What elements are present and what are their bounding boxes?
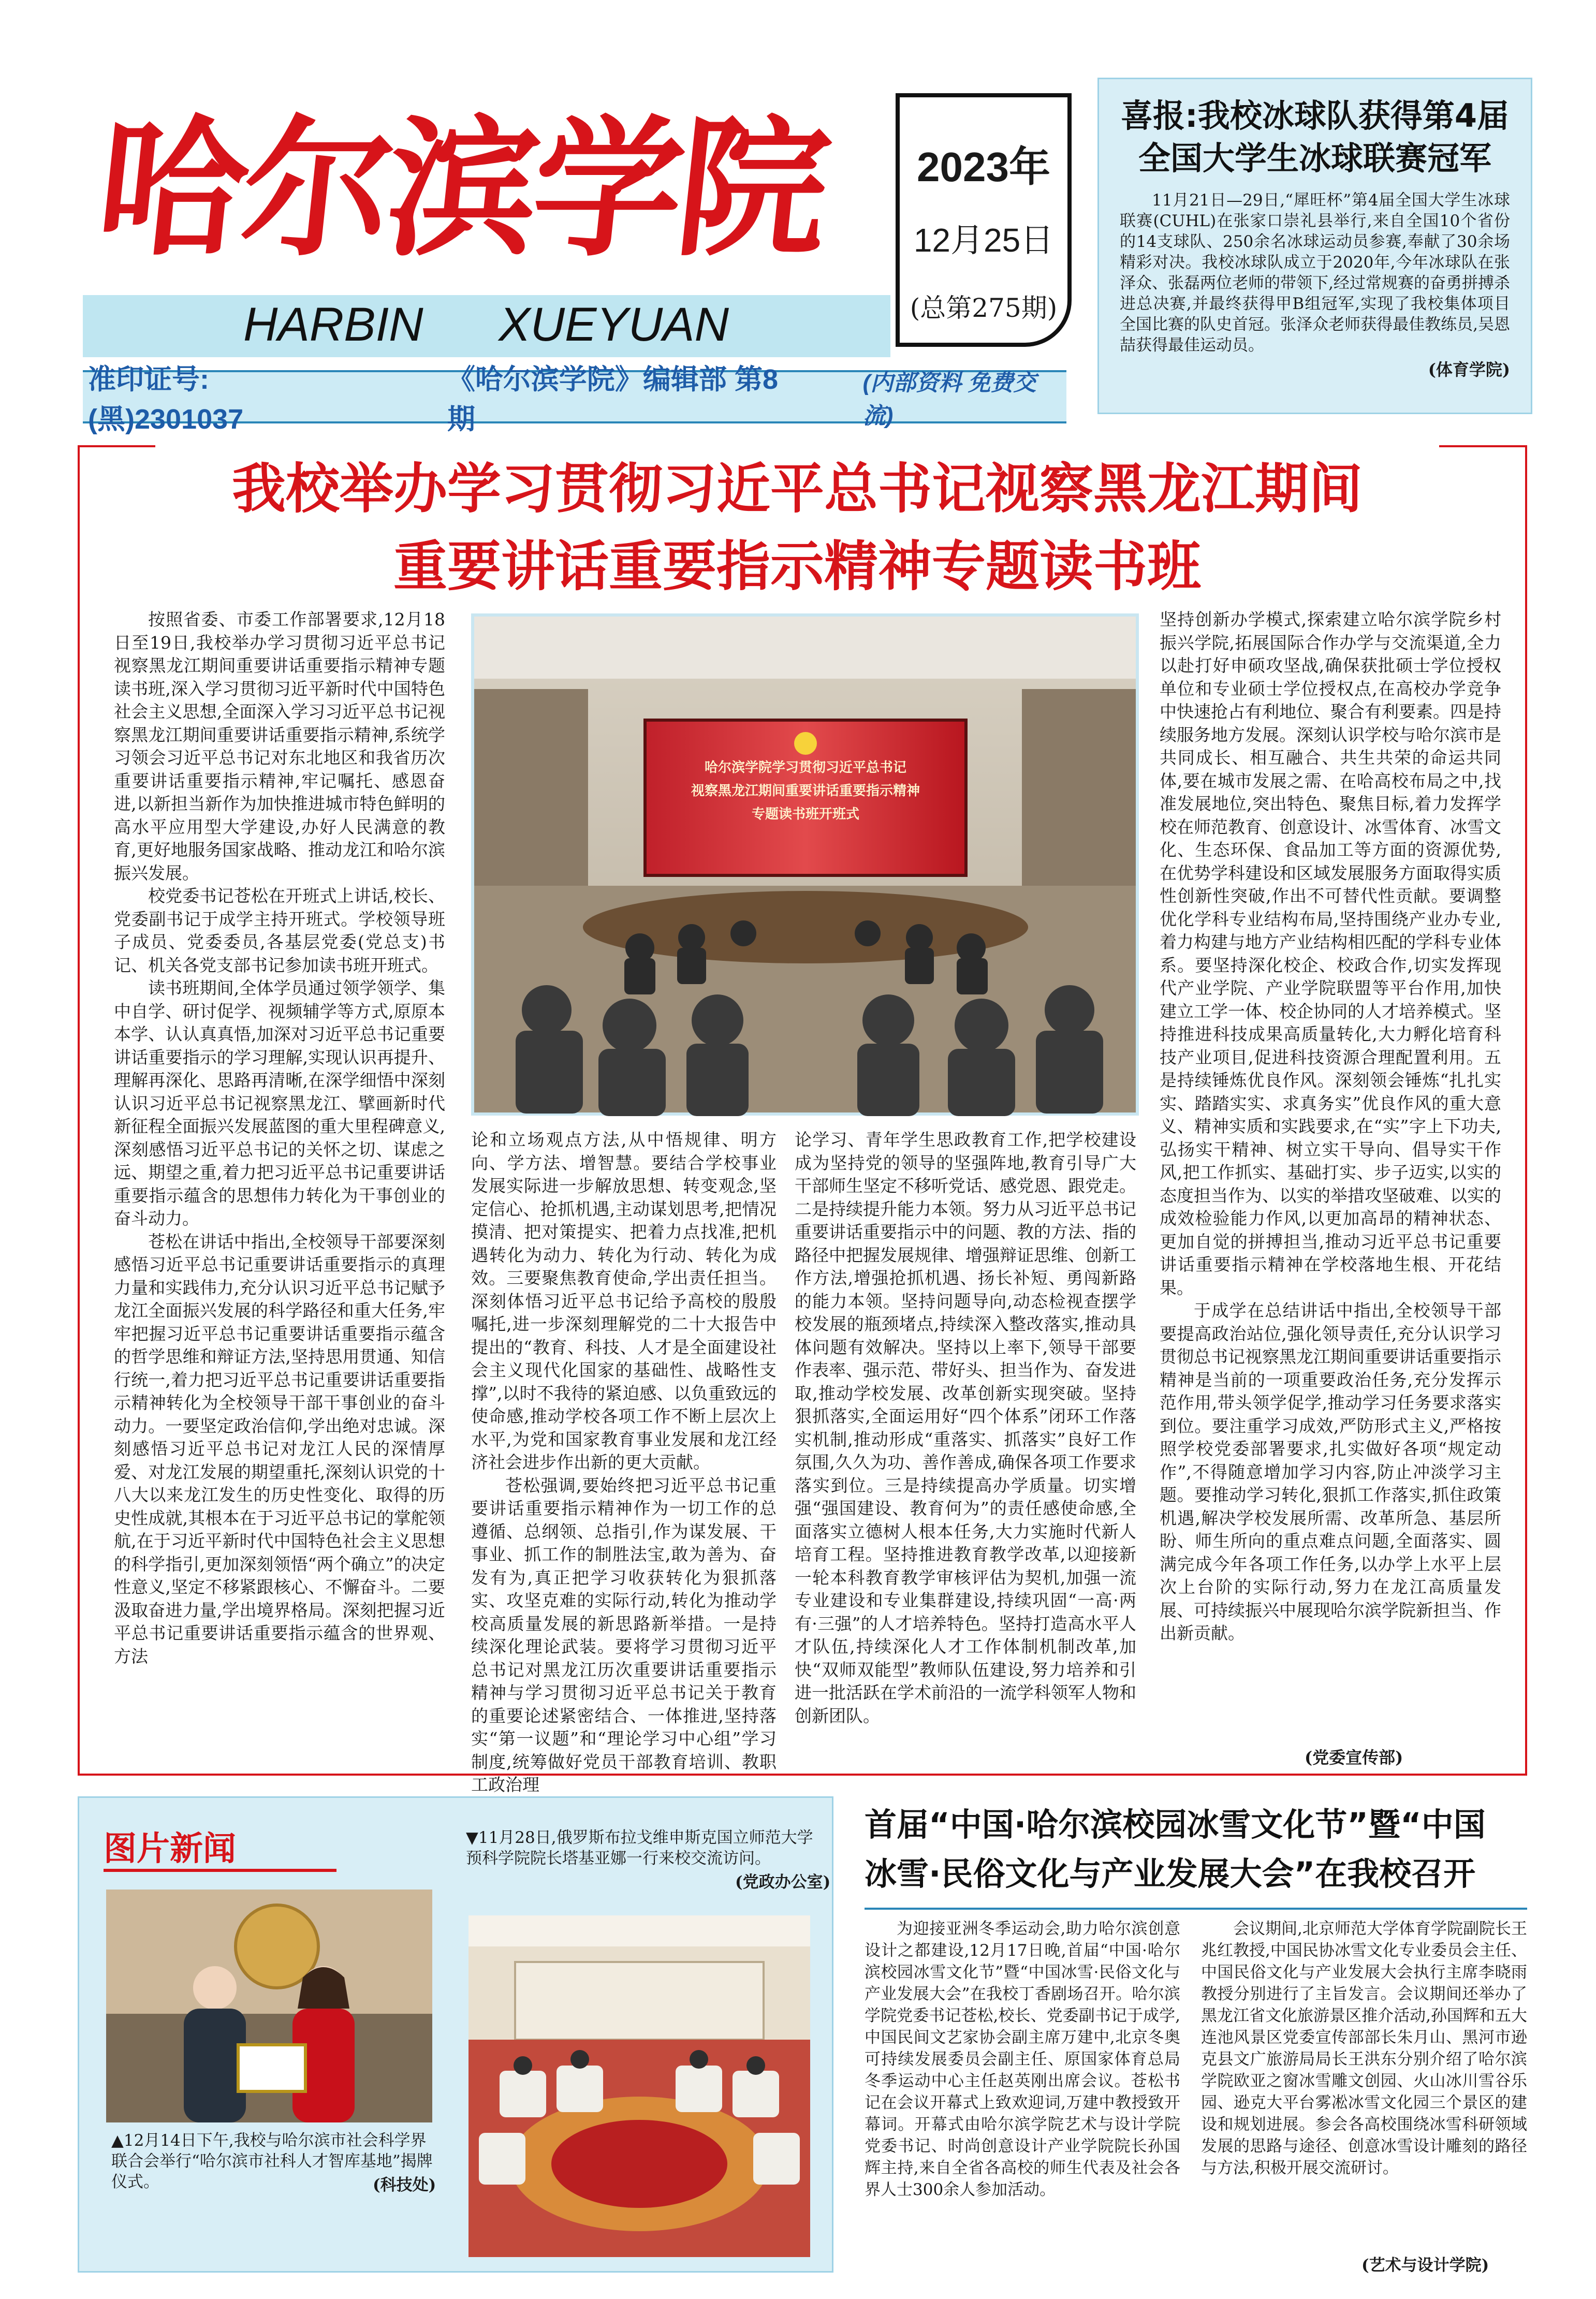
snow-article-title-line1: 首届“中国·哈尔滨校园冰雪文化节”暨“中国 [865, 1806, 1486, 1843]
caption-right-source: (党政办公室) [735, 1873, 831, 1892]
hockey-news-box [1097, 78, 1532, 414]
main-source: (党委宣传部) [1305, 1748, 1403, 1767]
paragraph: 论和立场观点方法,从中悟规律、明方向、学方法、增智慧。要结合学校事业发展实际进一步解放思想、转变观念,坚定信心、抢抓机遇,主动谋划思考,把情况摸清、把对策提实、把着力点找准,把机遇转化为动力、转化为行动、转化为成效。三要聚焦教育使命,学出责任担当。深刻体悟习近平总书记给予高校的殷殷嘱托,进一步深刻理解党的二十大报告中提出的“教育、科技、人才是全面建设社会主义现代化国家的基础性、战略性支撑”,以时不我待的紧迫感、以负重致远的使命感,推动学校各项工作不断上层次上水平,为党和国家教育事业发展和龙江经济社会进步作出新的更大贡献。 [471, 1130, 777, 1472]
paragraph: 按照省委、市委工作部署要求,12月18日至19日,我校举办学习贯彻习近平总书记视察黑龙江期间重要讲话重要指示精神专题读书班,深入学习贯彻习近平新时代中国特色社会主义思想,全面深入学习习近平总书记视察黑龙江期间重要讲话重要指示精神,系统学习领会习近平总书记对东北地区和我省历次重要讲话重要指示精神,牢记嘱托、感恩奋进,以新担当新作为加快推进城市特色鲜明的高水平应用型大学建设,办好人民满意的教育,更好地服务国家战略、推动龙江和哈尔滨振兴发展。 [114, 609, 445, 883]
main-column-a [114, 608, 445, 1763]
issue-day: 12月25日 [913, 222, 1054, 259]
snow-article-rule [865, 1908, 1527, 1910]
issue-number: (总第275期) [910, 293, 1058, 323]
paragraph: 会议期间,北京师范大学体育学院副院长王兆红教授,中国民协冰雪文化专业委员会主任、中国民俗文化与产业发展大会执行主席李晓雨教授分别进行了主旨发言。会议期间还举办了黑龙江省文化旅游景区推介活动,孙国辉和五大连池风景区党委宣传部部长朱月山、黑河市逊克县文广旅游局局长王洪东分别介绍了哈尔滨学院欧亚之窗冰雪雕文创园、火山冰川雪谷乐园、逊克大平台雾凇冰雪文化园三个景区的建设和规划进展。参会各高校围绕冰雪科研领域发展的思路与途径、创意冰雪设计雕刻的路径与方法,积极开展交流研讨。 [1201, 1920, 1527, 2177]
issue-date-box [896, 93, 1072, 347]
paragraph: 苍松在讲话中指出,全校领导干部要深刻感悟习近平总书记重要讲话重要指示的真理力量和实践伟力,充分认识习近平总书记赋予龙江全面振兴发展的科学路径和重大任务,牢牢把握习近平总书记重要讲话重要指示蕴含的哲学思维和辩证方法,坚持思用贯通、知信行统一,着力把习近平总书记重要讲话重要指示精神转化为全校领导干部干事创业的奋斗动力。一要坚定政治信仰,学出绝对忠诚。深刻感悟习近平总书记对龙江人民的深情厚爱、对龙江发展的期望重托,深刻认识党的十八大以来龙江发生的历史性变化、取得的历史性成就,其根本在于习近平总书记的掌舵领航,在于习近平新时代中国特色社会主义思想的科学指引,更加深刻领悟“两个确立”的决定性意义,坚定不移紧跟核心、不懈奋斗。二要汲取奋进力量,学出境界格局。深刻把握习近平总书记重要讲话重要指示蕴含的世界观、方法 [114, 1231, 445, 1666]
issue-year: 2023年 [917, 144, 1050, 190]
masthead-title: 哈尔滨学院 [89, 101, 832, 277]
imprint-license: 准印证号:(黑)2301037 [88, 363, 244, 435]
party-emblem-icon [794, 732, 817, 755]
imprint-editor: 《哈尔滨学院》编辑部 第8期 [447, 363, 778, 435]
masthead-title-en: HARBIN XUEYUAN [243, 298, 729, 351]
plaque-ceremony-photo [106, 1890, 432, 2122]
paragraph: 于成学在总结讲话中指出,全校领导干部要提高政治站位,强化领导责任,充分认识学习贯彻总书记视察黑龙江期间重要讲话重要指示精神是当前的一项重要政治任务,充分发挥示范作用,带头领学促学,推动学习任务要求落实到位。要注重学习成效,严防形式主义,严格按照学校党委部署要求,扎实做好各项“规定动作”,不得随意增加学习内容,防止冲淡学习主题。要推动学习转化,狠抓工作落实,抓住政策机遇,解决学校发展所需、改革所急、基层所盼、师生所向的重点难点问题,全面落实、圆满完成今年各项工作任务,以办学上水平上层次上台阶的实际行动,努力在龙江高质量发展、可持续振兴中展现哈尔滨学院新担当、作出新贡献。 [1160, 1300, 1501, 1643]
main-column-b [471, 1129, 777, 1795]
visit-meeting-photo [468, 1915, 810, 2257]
caption-right: ▼11月28日,俄罗斯布拉戈维申斯克国立师范大学预科学院院长塔基亚娜一行来校交流访问。 [466, 1828, 813, 1868]
caption-left: ▲12月14日下午,我校与哈尔滨市社会科学界联合会举行“哈尔滨市社科人才智库基地”揭牌仪式。 [111, 2131, 433, 2191]
photo-banner-line2: 视察黑龙江期间重要讲话重要指示精神 [691, 783, 920, 799]
snow-article-column-b [1201, 1918, 1527, 2280]
paragraph: 坚持创新办学模式,探索建立哈尔滨学院乡村振兴学院,拓展国际合作办学与交流渠道,全力以赴打好申硕攻坚战,确保获批硕士学位授权单位和专业硕士学位授权点,在高校办学竞争中快速抢占有利地位、聚合有利要素。四是持续服务地方发展。深刻认识学校与哈尔滨市是共同成长、相互融合、共生共荣的命运共同体,要在城市发展之需、在哈高校布局之中,找准发展地位,突出特色、聚焦目标,着力发挥学校在师范教育、创意设计、冰雪体育、冰雪文化、生态环保、食品加工等方面的资源优势,在优势学科建设和区域发展服务方面取得实质性创新性突破,作出不可替代性贡献。要调整优化学科专业结构布局,坚持围绕产业办专业,着力构建与地方产业结构相匹配的学科专业体系。要坚持深化校企、校政合作,切实发挥现代产业学院、产业学院联盟等平台作用,加快建立工学一体、校企协同的人才培养模式。坚持推进科技成果高质量转化,大力孵化培育科技产业项目,促进科技资源合理配置利用。五是持续锤炼优良作风。深刻领会锤炼“扎扎实实、踏踏实实、求真务实”优良作风的重大意义、精神实质和实践要求,在“实”字上下功夫,弘扬实干精神、树立实干导向、倡导实干作风,把工作抓实、基础打实、步子迈实,以实的态度担当作为、以实的举措攻坚破难、以实的成效检验能力作风,以更加高昂的精神状态、更加自觉的拼搏担当,推动习近平总书记重要讲话重要指示精神在学校落地生根、开花结果。 [1160, 609, 1501, 1298]
snow-article-source: (艺术与设计学院) [1361, 2256, 1489, 2275]
picture-news-header: 图片新闻 [104, 1830, 236, 1868]
snow-article-title-line2: 冰雪·民俗文化与产业发展大会”在我校召开 [865, 1855, 1476, 1893]
imprint-bar [83, 363, 1066, 435]
hockey-title-line1: 喜报:我校冰球队获得第4届 [1121, 97, 1509, 135]
hockey-title-line2: 全国大学生冰球联赛冠军 [1138, 139, 1491, 177]
seminar-photo [471, 613, 1139, 1116]
paragraph: 苍松强调,要始终把习近平总书记重要讲话重要指示精神作为一切工作的总遵循、总纲领、总指引,作为谋发展、干事业、抓工作的制胜法宝,敢为善为、奋发有为,真正把学习收获转化为狠抓落实、攻坚克难的实际行动,转化为推动学校高质量发展的新思路新举措。一是持续深化理论武装。要将学习贯彻习近平总书记对黑龙江历次重要讲话重要指示精神与学习贯彻习近平总书记关于教育的重要论述紧密结合、一体推进,坚持落实“第一议题”和“理论学习中心组”学习制度,统筹做好党员干部教育培训、教职工政治理 [471, 1475, 777, 1795]
main-headline-line1: 我校举办学习贯彻习近平总书记视察黑龙江期间 [231, 457, 1363, 520]
snow-article-column-a [865, 1918, 1180, 2280]
paragraph: 读书班期间,全体学员通过领学领学、集中自学、研讨促学、视频辅学等方式,原原本本学、认认真真悟,加深对习近平总书记重要讲话重要指示的学习理解,实现认识再提升、理解再深化、思路再清晰,在深学细悟中深刻认识习近平总书记视察黑龙江、擘画新时代新征程全面振兴发展蓝图的重大里程碑意义,深刻感悟习近平总书记的关怀之切、谋虑之远、期望之重,着力把习近平总书记重要讲话重要指示蕴含的思想伟力转化为干事创业的奋斗动力。 [114, 978, 445, 1228]
paragraph: 为迎接亚洲冬季运动会,助力哈尔滨创意设计之都建设,12月17日晚,首届“中国·哈尔滨校园冰雪文化节”暨“中国冰雪·民俗文化与产业发展大会”在我校丁香剧场召开。哈尔滨学院党委书记苍松,校长、党委副书记于成学,中国民间文艺家协会副主席万建中,北京冬奥可持续发展委员会副主任、原国家体育总局冬季运动中心主任赵英刚出席会议。苍松书记在会议开幕式上致欢迎词,万建中教授致开幕词。开幕式由哈尔滨学院艺术与设计学院党委书记、时尚创意设计产业学院院长孙国辉主持,来自全省各高校的师生代表及社会各界人士300余人参加活动。 [865, 1920, 1180, 2199]
imprint-note: (内部资料 免费交流) [862, 370, 1036, 429]
main-column-d [1160, 608, 1501, 1763]
hockey-source: (体育学院) [1428, 360, 1510, 379]
paragraph: 论学习、青年学生思政教育工作,把学校建设成为坚持党的领导的坚强阵地,教育引导广大干部师生坚定不移听党话、感党恩、跟党走。二是持续提升能力本领。努力从习近平总书记重要讲话重要指示中的问题、教的方法、指的路径中把握发展规律、增强辩证思维、创新工作方法,增强抢抓机遇、扬长补短、勇闯新路的能力本领。坚持问题导向,动态检视查摆学校发展的瓶颈堵点,持续深入整改落实,推动具体问题有效解决。坚持以上率下,领导干部要作表率、强示范、带好头、担当作为、奋发进取,推动学校发展、改革创新实现突破。坚持狠抓落实,全面运用好“四个体系”闭环工作落实机制,推动形成“重落实、抓落实”良好工作氛围,久久为功、善作善成,确保各项工作要求落实到位。三是持续提高办学质量。切实增强“强国建设、教育何为”的责任感使命感,全面落实立德树人根本任务,大力实施时代新人培育工程。坚持推进教育教学改革,以迎接新一轮本科教育教学审核评估为契机,加强一流专业建设和专业集群建设,持续巩固“一高·两有·三强”的人才培养特色。坚持打造高水平人才队伍,持续深化人才工作体制机制改革,加快“双师双能型”教师队伍建设,努力培养和引进一批活跃在学术前沿的一流学科领军人物和创新团队。 [795, 1130, 1136, 1726]
picture-news-underline [104, 1869, 336, 1872]
photo-banner-line1: 哈尔滨学院学习贯彻习近平总书记 [704, 760, 907, 775]
main-headline-line2: 重要讲话重要指示精神专题读书班 [393, 535, 1201, 598]
main-column-c [795, 1129, 1136, 1765]
paragraph: 校党委书记苍松在开班式上讲话,校长、党委副书记于成学主持开班式。学校领导班子成员、党委委员,各基层党委(党总支)书记、机关各党支部书记参加读书班开班式。 [114, 886, 445, 975]
hockey-body: 11月21日—29日,“犀旺杯”第4届全国大学生冰球联赛(CUHL)在张家口崇礼县举行,来自全国10个省份的14支球队、250余名冰球运动员参赛,奉献了30余场精彩对决。我校冰球队成立于2020年,今年冰球队在张泽众、张磊两位老师的带领下,经过常规赛的奋勇拼搏杀进总决赛,并最终获得甲B组冠军,实现了我校集体项目全国比赛的队史首冠。张泽众老师获得最佳教练员,吴恩喆获得最佳运动员。 [1120, 191, 1510, 355]
plaque-icon [238, 2045, 305, 2091]
caption-left-source: (科技处) [373, 2176, 436, 2194]
photo-banner-line3: 专题读书班开班式 [751, 807, 860, 822]
